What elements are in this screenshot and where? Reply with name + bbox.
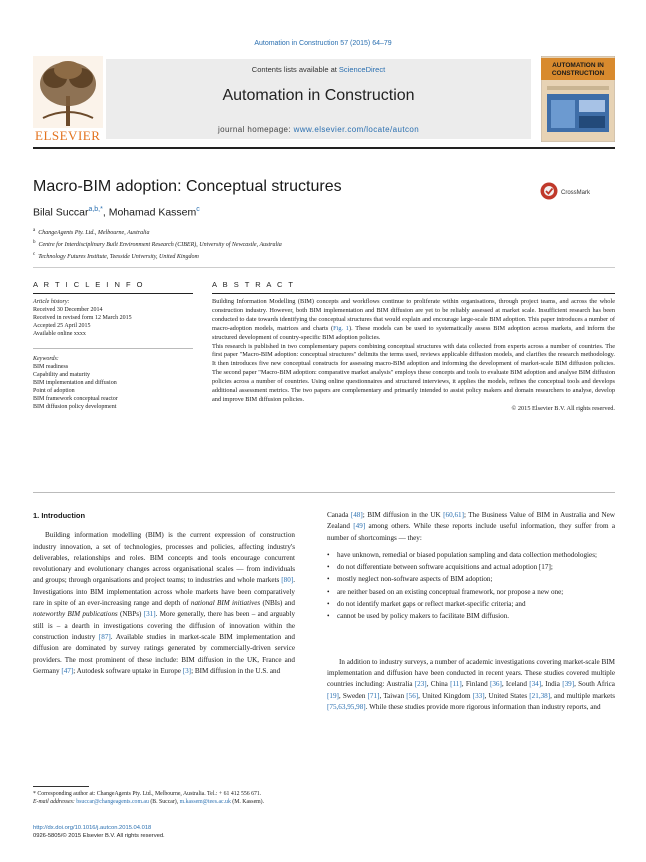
ref-49[interactable]: [49] [353,522,366,531]
doi-link[interactable]: http://dx.doi.org/10.1016/j.autcon.2015.04.018 [33,825,152,831]
ref-39[interactable]: [39] [562,680,575,689]
keyword-item: Capability and maturity [33,372,90,378]
affiliation-b: $^b$ Centre for Interdisciplinary Built Environment Research (CIBER), University of Newcastle, Australia [33,240,282,248]
article-title: Macro-BIM adoption: Conceptual structures [33,178,342,195]
history-label: Article history: [33,299,70,305]
right-paragraph-2: In addition to industry surveys, a number of academic investigations covering market-scale BIM implementation and diffusion have been conducted in recent years. These studies covered multiple countries including: Australia [23], China [11], Finland [36], Iceland [34], India [39], South Africa [19], Sweden [71], Taiwan [56], United Kingdom [33], United States [21,38], and multiple markets [75,63,95,98]. While these studies provide more rigorous information than industry reports, and [327,657,615,711]
right-paragraph-1: Canada [48]; BIM diffusion in the UK [60,61]; The Business Value of BIM in Australia and New Zealand [49] among others. While these reports include useful information, they suffer from a number of shortcomings — they: [327,511,616,542]
crossmark-badge[interactable] [540,182,558,205]
homepage-link[interactable]: www.elsevier.com/locate/autcon [293,125,420,134]
ref-48[interactable]: [48] [350,511,363,519]
affiliations [33,226,282,262]
history-revised: Received in revised form 12 March 2015 [33,315,132,321]
footnote-rule [33,786,89,787]
list-item: • do not differentiate between software acquisitions and actual adoption [17]; [327,562,615,573]
ref-47[interactable]: [47] [61,666,74,675]
abstract-paragraph-1: Building Information Modelling (BIM) concepts and workflows continue to proliferate within organisations, through project teams, and across the whole construction industry. However, both BIM implementation and BIM diffusion are yet to be reliably assessed at market scale. Insufficient research has been conducted to date towards identifying the conceptual structures that would explain and encourage large-scale BIM adoption. This paper introduces a number of macro-adoption models, matrices and charts (Fig. 1). These models can be used to systematically assess BIM adoption across markets, and inform the structured development of country-specific BIM adoption policies. [212,298,615,341]
ref-33[interactable]: [33] [472,691,485,700]
abstract-rule [212,293,615,294]
journal-cover-image [541,56,615,142]
elsevier-tree-icon [33,56,103,128]
article-info-rule [33,293,193,294]
keyword-item: BIM framework conceptual reactor [33,396,118,402]
ref-31[interactable]: [31] [143,610,156,619]
masthead [33,56,615,142]
keyword-item: BIM implementation and diffusion [33,380,117,386]
ref-60-61[interactable]: [60,61] [443,511,464,519]
journal-citation[interactable]: Automation in Construction 57 (2015) 64–79 [254,40,392,47]
keyword-item: BIM readiness [33,364,69,370]
ref-75-63-95-98[interactable]: [75,63,95,98] [327,702,366,711]
ref-36[interactable]: [36] [489,680,502,689]
doi-block [33,824,293,840]
keywords-label: Keywords: [33,356,59,362]
keyword-item: BIM diffusion policy development [33,404,117,410]
contents-prefix: Contents lists available at [251,65,339,74]
issn-line: 0926-5805/© 2015 Elsevier B.V. All rights reserved. [33,833,165,839]
author-succar-affil[interactable]: a,b, [88,206,101,213]
list-item: • have unknown, remedial or biased population sampling and data collection methodologies; [327,550,615,561]
ref-11[interactable]: [11] [450,680,462,689]
affiliation-c: $^c$ Technology Futures Institute, Teesside University, United Kingdom [33,252,199,260]
ref-80[interactable]: [80] [281,576,294,585]
journal-title[interactable]: Automation in Construction [222,87,415,104]
abstract-body [212,298,615,414]
crossmark-icon [540,182,558,200]
ref-71[interactable]: [71] [367,691,380,700]
ref-21-38[interactable]: [21,38] [529,691,551,700]
right-column [327,510,615,713]
email-succar-link[interactable]: bsuccar@changeagents.com.au [76,799,149,805]
info-divider [33,348,193,349]
contents-line [106,65,531,74]
elsevier-wordmark: ELSEVIER [35,128,101,143]
ref-56[interactable]: [56] [406,691,419,700]
cover-title-line1: AUTOMATION IN [552,62,604,69]
ref-3[interactable]: [3] [182,666,192,675]
list-item: • mostly neglect non-software aspects of BIM adoption; [327,574,615,585]
ref-87[interactable]: [87] [98,632,111,641]
author-kassem-affil[interactable]: c [196,206,200,213]
abstract-end-rule [33,492,615,493]
footnotes [33,790,295,806]
list-item: • do not identify market gaps or reflect market-specific criteria; and [327,599,615,610]
ref-23[interactable]: [23] [414,680,427,689]
author-kassem[interactable]: Mohamad Kassem [108,206,197,219]
ref-19[interactable]: [19] [327,691,339,700]
history-received: Received 30 December 2014 [33,307,103,313]
author-list [33,206,200,219]
list-item: • cannot be used by policy makers to facilitate BIM diffusion. [327,611,615,622]
intro-column [33,510,295,677]
cover-title-line2: CONSTRUCTION [551,70,605,77]
corresponding-star[interactable]: * [100,206,103,213]
email-kassem-link[interactable]: m.kassem@tees.ac.uk [179,799,231,805]
author-succar[interactable]: Bilal Succar [33,206,89,219]
journal-banner [106,59,531,139]
abstract-paragraph-2: This research is published in two complementary papers combining conceptual structures with data collected from experts across a number of countries. The first paper "Macro-BIM adoption: conceptual structures" delimits the terms used, reviews applicable diffusion models, and clarifies the research methodology. It then introduces five new conceptual constructs for assessing macro-BIM adoption and informing the development of market-scale BIM diffusion policies. The second paper "Macro-BIM adoption: comparative market analysis" employs these concepts and tools to evaluate BIM adoption and analyse BIM diffusion policies across a number of countries. Using online questionnaires and structured interviews, it applies the models, refines the conceptual tools and develops additional assessment metrics. The two papers are complementary and primarily intended to assist policy makers and domain researchers to analyse, develop and improve BIM diffusion policies. [212,342,615,403]
corresponding-author-note: * Corresponding author at: ChangeAgents Pty. Ltd., Melbourne, Australia. Tel.: + 61 412 556 671. [33,791,262,797]
abstract-heading: A B S T R A C T [212,280,295,289]
keyword-item: Point of adoption [33,388,75,394]
shortcomings-list [327,550,615,623]
crossmark-label[interactable]: CrossMark [561,190,591,196]
history-online: Available online xxxx [33,331,86,337]
ref-34[interactable]: [34] [529,680,542,689]
affiliation-a: $^a$ ChangeAgents Pty. Ltd., Melbourne, Australia [33,228,150,236]
article-history [33,298,193,338]
journal-cover[interactable] [541,56,615,142]
homepage-line [106,125,531,134]
list-item: • are neither based on an existing conceptual framework, nor propose a new one; [327,587,615,598]
header-rule [33,147,615,149]
elsevier-logo[interactable] [33,56,103,142]
abstract-copyright: © 2015 Elsevier B.V. All rights reserved. [511,404,615,412]
history-accepted: Accepted 25 April 2015 [33,323,91,329]
author-separator: , [102,206,109,219]
intro-heading: 1. Introduction [33,511,86,520]
fig1-link[interactable]: Fig. 1 [333,324,349,332]
email-note: E-mail addresses: bsuccar@changeagents.com.au (B. Succar), m.kassem@tees.ac.uk (M. Kassem). [33,799,265,805]
sciencedirect-link[interactable]: ScienceDirect [338,65,386,74]
intro-paragraph: Building information modelling (BIM) is the current expression of construction industry innovation, a set of technologies, processes and policies, affecting industry's deliverables, relationships and roles. BIM concepts and tools encourage concurrent revolutionary and evolutionary changes across organisational scales — from individuals and groups; through organisations and project teams; to industries and whole markets [80]. Investigations into BIM implementation across whole markets have been comparatively rare in spite of an ever-increasing range and depth of national BIM initiatives (NBIs) and noteworthy BIM publications (NBPs) [31]. More generally, there has been – and arguably still is – a dearth in investigations covering the diffusion of innovation within the construction industry [87]. Available studies in market-scale BIM implementation and diffusion are dominated by survey ratings generated by commercially-driven service providers. The most prominent of these include: BIM diffusion in the UK, France and Germany [47]; Autodesk software uptake in Europe [3]; BIM diffusion in the U.S. and [33,531,296,675]
title-rule [33,267,615,268]
homepage-prefix: journal homepage: [217,125,294,134]
keywords [33,355,193,411]
article-info-heading: A R T I C L E I N F O [33,280,145,289]
